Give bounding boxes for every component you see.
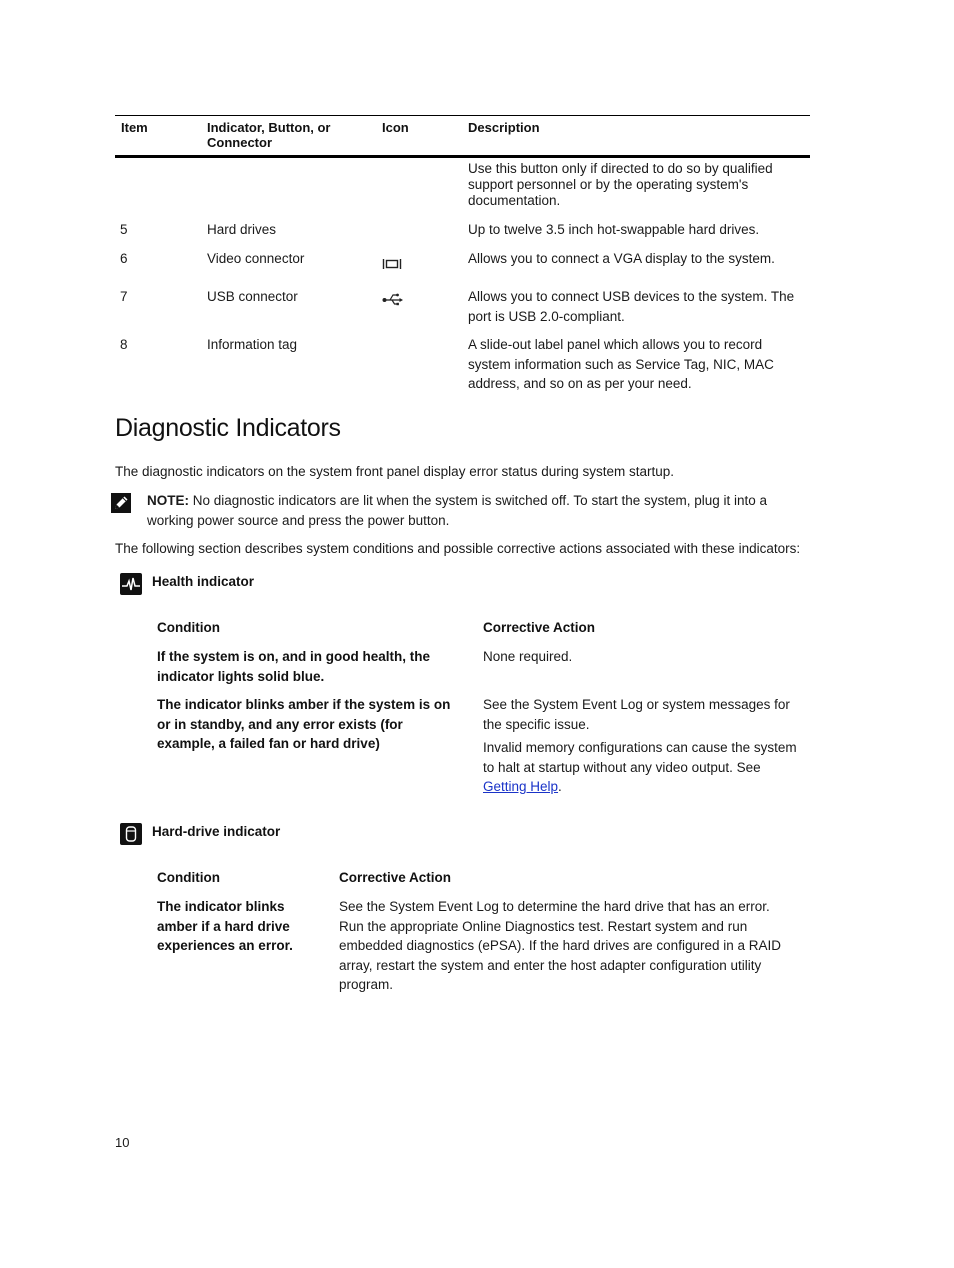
health-pulse-icon	[120, 573, 142, 595]
row-item: 6	[120, 251, 128, 266]
header-icon: Icon	[382, 120, 409, 135]
health-action-end: .	[558, 779, 562, 794]
health-action-secondary	[483, 738, 803, 797]
usb-icon	[382, 292, 404, 311]
intro-paragraph: The diagnostic indicators on the system front panel display error status during system startup.	[115, 464, 675, 479]
row-description: A slide-out label panel which allows you to record system information such as Service Tag, NIC, MAC address, and so on as per your need.	[468, 337, 774, 391]
header-indicator: Indicator, Button, or Connector	[207, 120, 331, 150]
row-description: Up to twelve 3.5 inch hot-swappable hard drives.	[468, 222, 760, 237]
hd-action: See the System Event Log to determine the hard drive that has an error. Run the appropriate Online Diagnostics test. Restart system and run embedded diagnostics (ePSA). If the hard drives are configured in a RAID array, restart the system and enter the host adapter configuration utility program.	[339, 899, 781, 992]
health-condition: If the system is on, and in good health, the indicator lights solid blue.	[157, 649, 431, 684]
note-pencil-icon	[111, 493, 131, 513]
section-title: Diagnostic Indicators	[115, 414, 341, 442]
health-action: See the System Event Log or system messages for the specific issue.	[483, 697, 790, 732]
hard-drive-icon	[120, 823, 142, 845]
health-action: None required.	[483, 649, 573, 664]
note-body: No diagnostic indicators are lit when the system is switched off. To start the system, plug it into a working power source and press the power button.	[147, 493, 768, 528]
getting-help-link[interactable]: Getting Help	[483, 779, 559, 794]
row-name: Information tag	[207, 337, 298, 352]
hard-drive-indicator-title: Hard-drive indicator	[152, 824, 281, 839]
health-action-text: Invalid memory configurations can cause the system to halt at startup without any video output. See	[483, 740, 797, 775]
continued-description: Use this button only if directed to do so by qualified support personnel or by the operating system's documentation.	[468, 161, 773, 208]
health-col-condition: Condition	[157, 620, 220, 635]
row-description: Allows you to connect USB devices to the system. The port is USB 2.0-compliant.	[468, 289, 795, 324]
following-paragraph: The following section describes system conditions and possible corrective actions associated with these indicators:	[115, 541, 801, 556]
header-description: Description	[468, 120, 540, 135]
hd-col-action: Corrective Action	[339, 870, 452, 885]
row-item: 5	[120, 222, 128, 237]
row-item: 7	[120, 289, 128, 304]
health-indicator-title: Health indicator	[152, 574, 255, 589]
hd-col-condition: Condition	[157, 870, 220, 885]
header-item: Item	[121, 120, 148, 135]
health-col-action: Corrective Action	[483, 620, 596, 635]
table-top-rule	[115, 115, 810, 116]
row-name: Hard drives	[207, 222, 277, 237]
hd-condition: The indicator blinks amber if a hard drive experiences an error.	[157, 899, 293, 953]
video-connector-icon	[382, 256, 402, 275]
row-name: USB connector	[207, 289, 298, 304]
note-label: NOTE:	[147, 493, 189, 508]
page-number: 10	[115, 1135, 130, 1150]
row-name: Video connector	[207, 251, 305, 266]
table-header-rule	[115, 155, 810, 158]
health-condition: The indicator blinks amber if the system is on or in standby, and any error exists (for example, a failed fan or hard drive)	[157, 697, 451, 751]
note-text	[147, 491, 812, 530]
row-description: Allows you to connect a VGA display to the system.	[468, 251, 775, 266]
row-item: 8	[120, 337, 128, 352]
